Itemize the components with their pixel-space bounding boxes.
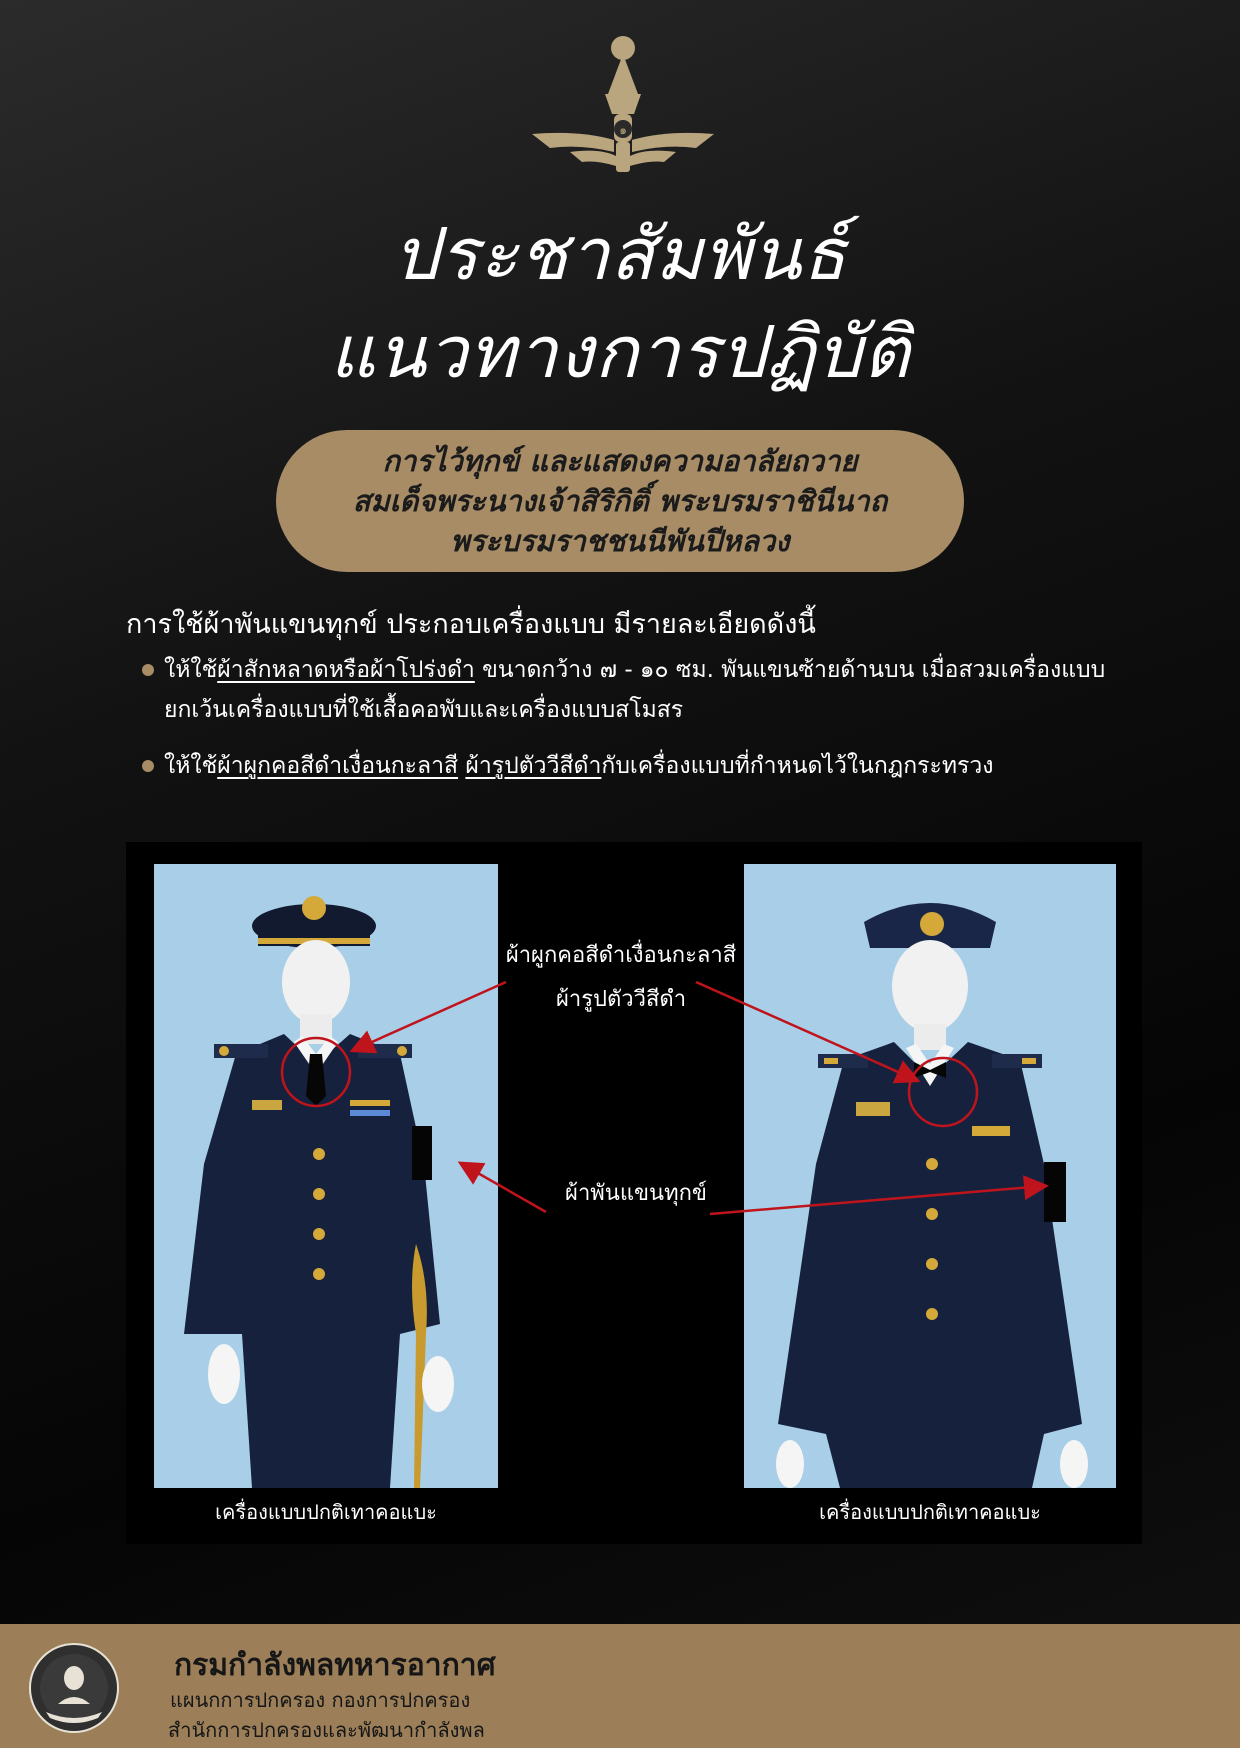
right-collar-circle — [909, 1058, 977, 1126]
footer-org-name: กรมกำลังพลทหารอากาศ — [174, 1648, 496, 1683]
banner-line1: การไว้ทุกข์ และแสดงความอาลัยถวาย — [382, 444, 858, 478]
footer-office: สำนักการปกครองและพัฒนากำลังพล — [168, 1718, 485, 1742]
page-title-line2: แนวทางการปฏิบัติ — [329, 310, 911, 394]
caption-left: เครื่องแบบปกติเทาคอแบะ — [215, 1500, 437, 1524]
page-title-line1: ประชาสัมพันธ์ — [392, 212, 848, 296]
necktie-label: ผ้าผูกคอสีดำเงื่อนกะลาสี ผ้ารูปตัววีสีดำ — [505, 943, 737, 1012]
footer-division: แผนกการปกครอง กองการปกครอง — [170, 1688, 471, 1712]
intro-heading: การใช้ผ้าพันแขนทุกข์ ประกอบเครื่องแบบ มีรายละเอียดดังนี้ — [126, 609, 816, 640]
bullet-dot — [142, 664, 154, 676]
svg-text:๑: ๑ — [619, 123, 627, 137]
uniform-photo-panel — [126, 842, 1142, 1544]
department-seal-icon — [28, 1642, 120, 1734]
royal-air-force-emblem-icon — [530, 34, 716, 184]
armband-label: ผ้าพันแขนทุกข์ — [565, 1181, 707, 1206]
armband-material-text: ผ้าสักหลาดหรือผ้าโปร่งดำ — [217, 657, 475, 683]
banner-line3: พระบรมราชชนนีพันปีหลวง — [450, 524, 790, 558]
bullet-dot — [142, 760, 154, 772]
necktie-text: ผ้าผูกคอสีดำเงื่อนกะลาสี — [217, 753, 459, 779]
bullet-armband-line1: ให้ใช้ผ้าสักหลาดหรือผ้าโปร่งดำ ขนาดกว้าง ๗ - ๑๐ ซม. พันแขนซ้ายด้านบน เมื่อสวมเครื่องแบบ — [164, 657, 1106, 683]
bullet-armband-line2: ยกเว้นเครื่องแบบที่ใช้เสื้อคอพับและเครื่องแบบสโมสร — [164, 697, 684, 723]
footer-band — [0, 1624, 1240, 1748]
bullet-armband — [146, 650, 1105, 730]
mourning-banner — [276, 430, 964, 572]
banner-line2: สมเด็จพระนางเจ้าสิริกิติ์ พระบรมราชินีนาถ — [352, 484, 888, 518]
v-scarf-text: ผ้ารูปตัววีสีดำ — [465, 753, 602, 779]
bullet-necktie-line: ให้ใช้ผ้าผูกคอสีดำเงื่อนกะลาสี ผ้ารูปตัววีสีดำกับเครื่องแบบที่กำหนดไว้ในกฎกระทรวง — [164, 753, 994, 779]
caption-right: เครื่องแบบปกติเทาคอแบะ — [819, 1500, 1041, 1524]
left-collar-circle — [282, 1038, 350, 1106]
bullet-necktie — [146, 746, 994, 786]
